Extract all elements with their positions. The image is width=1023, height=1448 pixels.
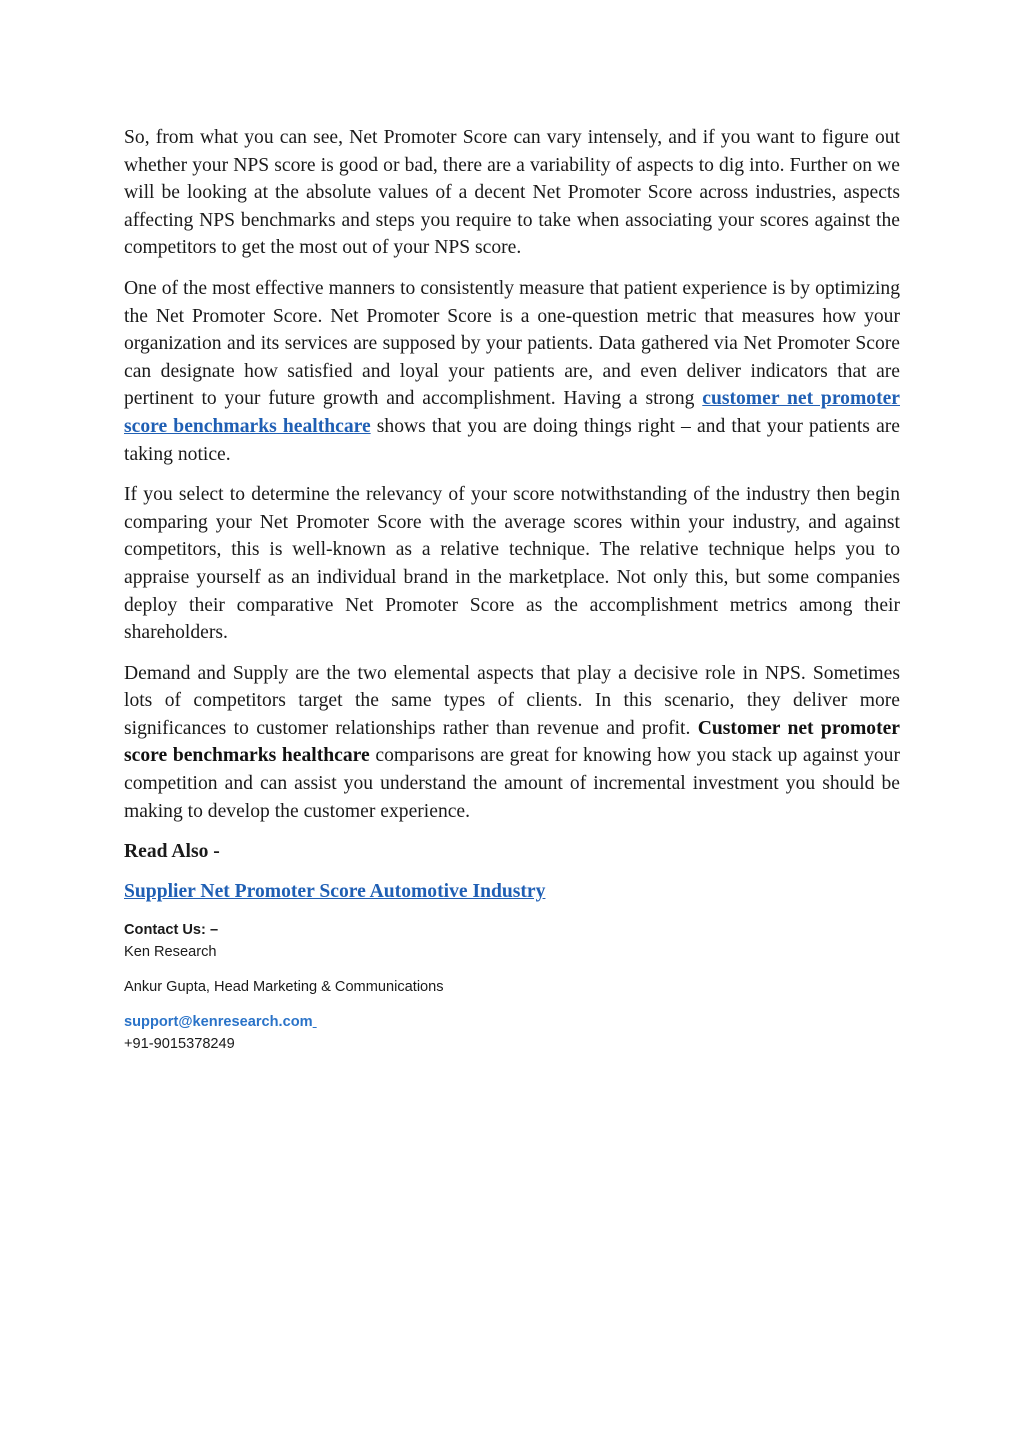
paragraph-text: comparisons are great for knowing how you stack up against your competition and can assist you understand the amount of incremental investment you should be making to develop the customer experience. [124, 745, 901, 822]
contact-company: Ken Research [124, 944, 217, 961]
read-also-heading: Read Also - [124, 841, 220, 863]
paragraph-demand-supply [124, 660, 900, 826]
paragraph-text: Demand and Supply are the two elemental aspects that play a decisive role in NPS. Sometimes lots of competitors target the same types of clients. In this scenario, they deliver more significances to customer relationships rather than revenue and profit. [124, 662, 900, 739]
contact-label: Contact Us: – [124, 922, 219, 939]
email-underline-space [313, 1014, 317, 1030]
paragraph-text: One of the most effective manners to consistently measure that patient experience is by optimizing the Net Promoter Score. Net Promoter Score is a one-question metric that measures how your organization and its services are supposed by your patients. Data gathered via Net Promoter Score can designate how satisfied and loyal your patients are, and even deliver indicators that are pertinent to your future growth and accomplishment. Having a strong [124, 277, 900, 410]
paragraph-nps-variability: So, from what you can see, Net Promoter Score can vary intensely, and if you want to figure out whether your NPS score is good or bad, there are a variability of aspects to dig into. Further on we will be looking at the absolute values of a decent Net Promoter Score across industries, aspects affecting NPS benchmarks and steps you require to take when associating your scores against the competitors to get the most out of your NPS score. [124, 127, 900, 259]
contact-person: Ankur Gupta, Head Marketing & Communications [124, 979, 444, 996]
spacer [124, 998, 900, 1011]
contact-email-link[interactable]: support@kenresearch.com [124, 1014, 313, 1031]
contact-phone: +91-9015378249 [124, 1036, 235, 1053]
contact-block [124, 919, 900, 1055]
document-page [124, 124, 900, 1055]
read-also-link[interactable]: Supplier Net Promoter Score Automotive Industry [124, 881, 546, 903]
bold-keyword: Customer net promoter score benchmarks healthcare [124, 717, 900, 767]
paragraph-text: shows that you are doing things right – and that your patients are taking notice. [124, 415, 900, 465]
spacer [124, 963, 900, 976]
paragraph-patient-experience [124, 275, 900, 468]
contact-email-row [124, 1011, 900, 1033]
paragraph-relative-technique: If you select to determine the relevancy of your score notwithstanding of the industry then begin comparing your Net Promoter Score with the average scores within your industry, and against competitors, this is well-known as a relative technique. The relative technique helps you to appraise yourself as an individual brand in the marketplace. Not only this, but some companies deploy their comparative Net Promoter Score as the accomplishment metrics among their shareholders. [124, 484, 900, 644]
benchmarks-healthcare-link[interactable]: customer net promoter score benchmarks healthcare [124, 388, 900, 437]
